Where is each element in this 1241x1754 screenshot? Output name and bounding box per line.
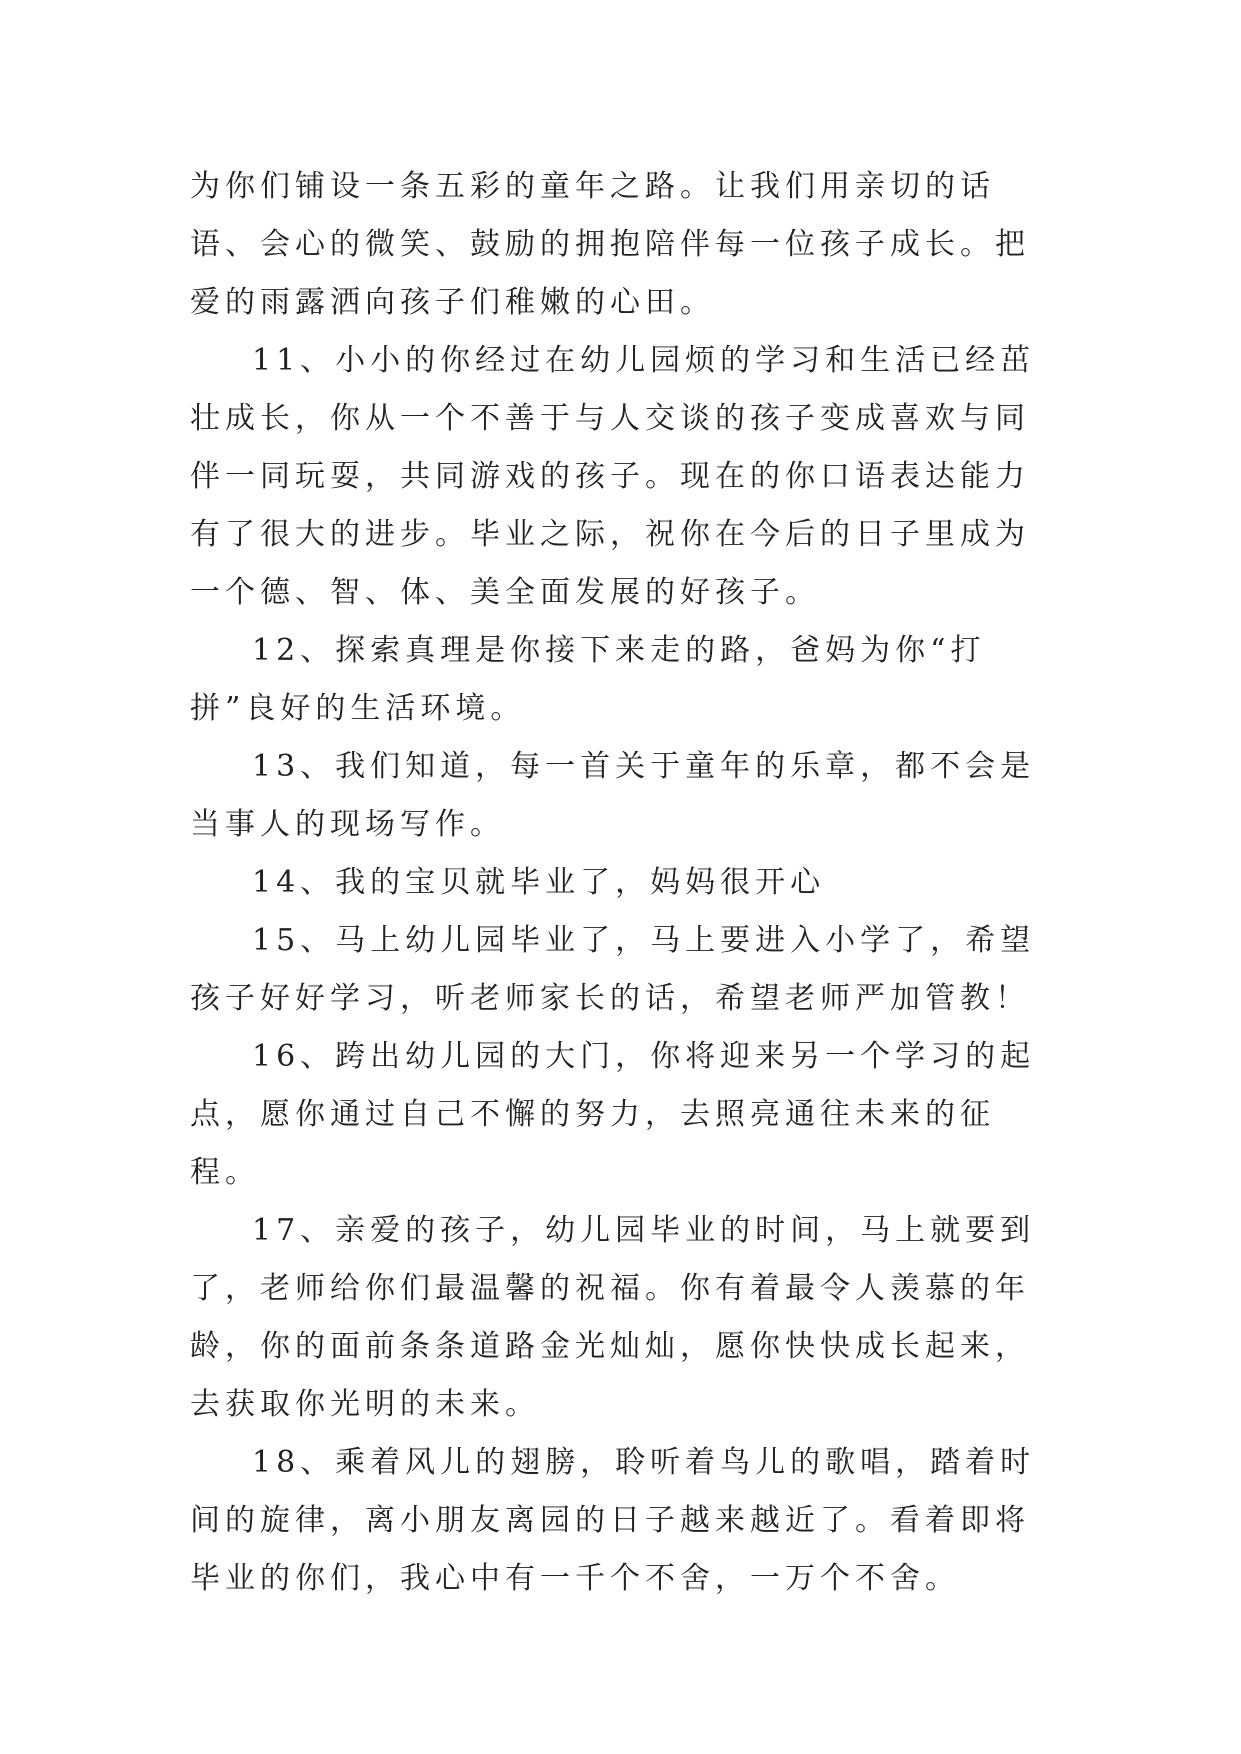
document-body <box>190 158 1060 1608</box>
paragraph-continuation: 为你们铺设一条五彩的童年之路。让我们用亲切的话语、会心的微笑、鼓励的拥抱陪伴每一位孩子成长。把爱的雨露洒向孩子们稚嫩的心田。 <box>190 169 1030 320</box>
paragraph-item-14: 14、我的宝贝就毕业了，妈妈很开心 <box>252 865 826 900</box>
paragraph-item-12: 12、探索真理是你接下来走的路，爸妈为你“打拼”良好的生活环境。 <box>190 633 986 726</box>
paragraph-item-18: 18、乘着风儿的翅膀，聆听着鸟儿的歌唱，踏着时间的旋律，离小朋友离园的日子越来越近了。看着即将毕业的你们，我心中有一千个不舍，一万个不舍。 <box>190 1445 1036 1596</box>
paragraph-item-15: 15、马上幼儿园毕业了，马上要进入小学了，希望孩子好好学习，听老师家长的话，希望老师严加管教！ <box>190 923 1036 1016</box>
paragraph-item-17: 17、亲爱的孩子，幼儿园毕业的时间，马上就要到了，老师给你们最温馨的祝福。你有着最令人羡慕的年龄，你的面前条条道路金光灿灿，愿你快快成长起来，去获取你光明的未来。 <box>190 1213 1036 1422</box>
paragraph-item-11: 11、小小的你经过在幼儿园烦的学习和生活已经茁壮成长，你从一个不善于与人交谈的孩子变成喜欢与同伴一同玩耍，共同游戏的孩子。现在的你口语表达能力有了很大的进步。毕业之际，祝你在今后的日子里成为一个德、智、体、美全面发展的好孩子。 <box>190 343 1036 610</box>
paragraph-item-16: 16、跨出幼儿园的大门，你将迎来另一个学习的起点，愿你通过自己不懈的努力，去照亮通往未来的征程。 <box>190 1039 1036 1190</box>
paragraph-item-13: 13、我们知道，每一首关于童年的乐章，都不会是当事人的现场写作。 <box>190 749 1036 842</box>
